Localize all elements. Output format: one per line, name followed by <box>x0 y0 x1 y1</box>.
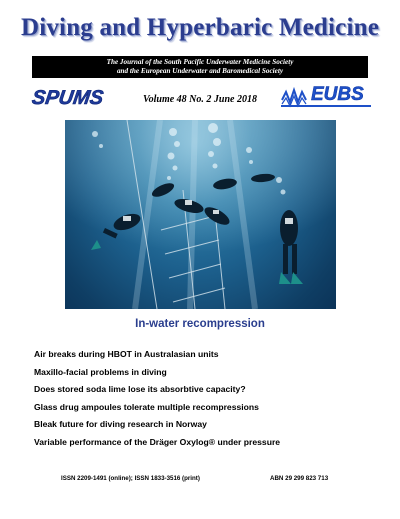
issue-volume: Volume 48 No. 2 June 2018 <box>143 94 257 105</box>
article-item: Glass drug ampoules tolerate multiple recompressions <box>34 401 259 412</box>
article-item: Air breaks during HBOT in Australasian units <box>34 349 219 359</box>
eubs-logo-text: EUBS <box>311 84 364 105</box>
article-item: Maxillo-facial problems in diving <box>34 366 167 377</box>
eubs-logo <box>281 86 371 108</box>
journal-title: Diving and Hyperbaric Medicine <box>20 14 380 41</box>
article-item: Variable performance of the Dräger Oxylog® under pressure <box>34 436 281 447</box>
article-list <box>34 348 374 454</box>
journal-subtitle-bar <box>32 56 368 78</box>
abn-text: ABN 29 299 823 713 <box>270 475 329 482</box>
cover-photo <box>65 120 336 309</box>
cover-headline: In-water recompression <box>135 318 265 330</box>
journal-subtitle-line-2: and the European Underwater and Baromedical Society <box>116 67 284 75</box>
underwater-divers-photo-icon <box>65 120 336 309</box>
spums-logo: SPUMS <box>30 87 105 109</box>
article-item: Does stored soda lime lose its absorbtive capacity? <box>34 384 246 395</box>
issn-text: ISSN 2209-1491 (online); ISSN 1833-3516 (print) <box>61 475 200 482</box>
article-item: Bleak future for diving research in Norway <box>34 419 207 430</box>
journal-subtitle-line-1: The Journal of the South Pacific Underwater Medicine Society <box>106 58 294 66</box>
